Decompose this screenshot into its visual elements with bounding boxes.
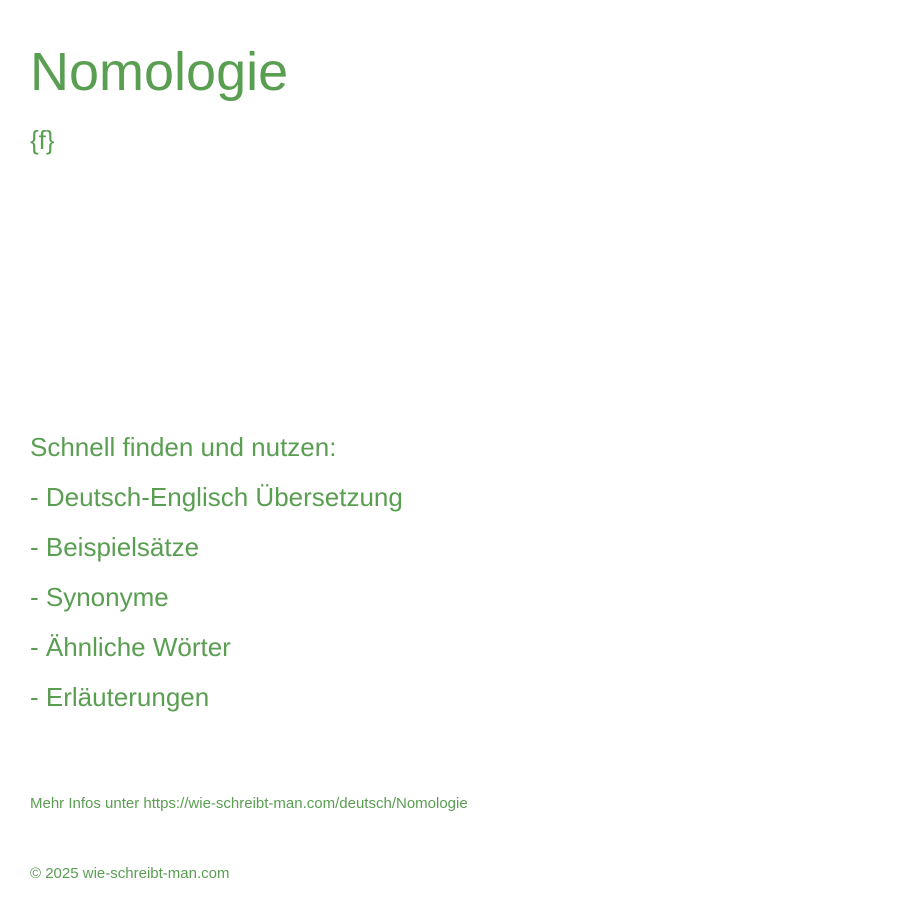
feature-list-heading: Schnell finden und nutzen: (30, 432, 337, 462)
feature-item-explanations: - Erläuterungen (30, 682, 210, 712)
feature-item-translation: - Deutsch-Englisch Übersetzung (30, 482, 403, 512)
more-info-link: Mehr Infos unter https://wie-schreibt-man.com/deutsch/Nomologie (30, 795, 468, 812)
feature-list (30, 422, 403, 722)
feature-item-synonyms: - Synonyme (30, 582, 169, 612)
feature-item-example-sentences: - Beispielsätze (30, 532, 200, 562)
copyright-notice: © 2025 wie-schreibt-man.com (30, 865, 230, 882)
feature-item-similar-words: - Ähnliche Wörter (30, 632, 231, 662)
page-title: Nomologie (30, 42, 289, 102)
gender-label: {f} (30, 125, 55, 155)
